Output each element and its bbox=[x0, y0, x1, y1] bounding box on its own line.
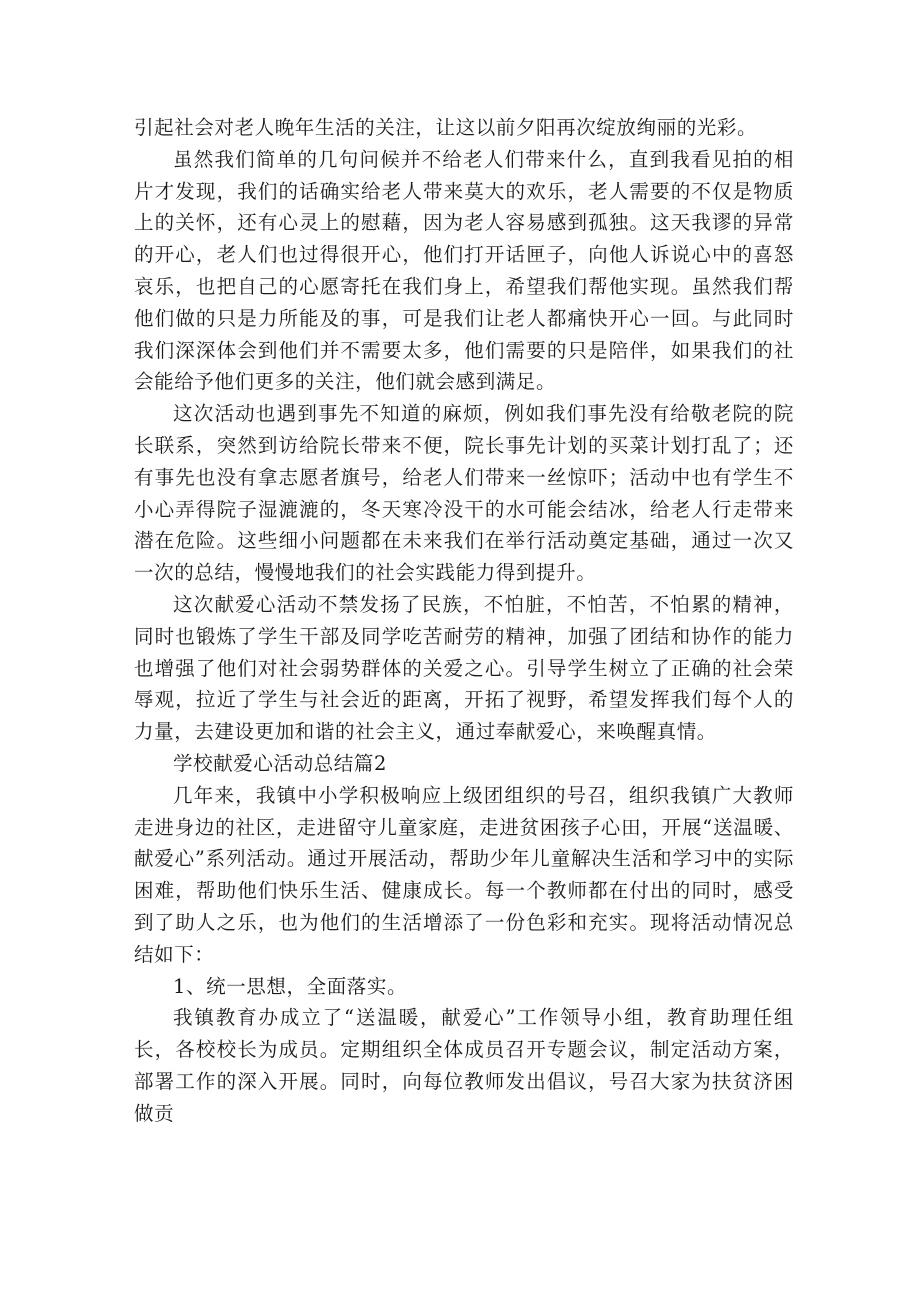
paragraph-continuation: 引起社会对老人晚年生活的关注，让这以前夕阳再次绽放绚丽的光彩。 bbox=[134, 116, 758, 139]
paragraph: 我镇教育办成立了“送温暖，献爱心”工作领导小组，教育助理任组长，各校校长为成员。定期组织全体成员召开专题会议，制定活动方案，部署工作的深入开展。同时，向每位教师发出倡议，号召大家为扶贫济困做贡 bbox=[134, 1006, 794, 1125]
paragraph: 几年来，我镇中小学积极响应上级团组织的号召，组织我镇广大教师走进身边的社区，走进留守儿童家庭，走进贫困孩子心田，开展“送温暖、献爱心”系列活动。通过开展活动，帮助少年儿童解决生活和学习中的实际困难，帮助他们快乐生活、健康成长。每一个教师都在付出的同时，感受到了助人之乐，也为他们的生活增添了一份色彩和充实。现将活动情况总结如下： bbox=[134, 783, 794, 966]
paragraph: 这次献爱心活动不禁发扬了民族，不怕脏，不怕苦，不怕累的精神，同时也锻炼了学生干部及同学吃苦耐劳的精神，加强了团结和协作的能力也增强了他们对社会弱势群体的关爱之心。引导学生树立了正确的社会荣辱观，拉近了学生与社会近的距离，开拓了视野，希望发挥我们每个人的力量，去建设更加和谐的社会主义，通过奉献爱心，来唤醒真情。 bbox=[134, 592, 794, 744]
subsection-heading: 1、统一思想，全面落实。 bbox=[173, 974, 408, 998]
paragraph: 虽然我们简单的几句问候并不给老人们带来什么，直到我看见拍的相片才发现，我们的话确实给老人带来莫大的欢乐，老人需要的不仅是物质上的关怀，还有心灵上的慰藉，因为老人容易感到孤独。这天我谬的异常的开心，老人们也过得很开心，他们打开话匣子，向他人诉说心中的喜怒哀乐，也把自己的心愿寄托在我们身上，希望我们帮他实现。虽然我们帮他们做的只是力所能及的事，可是我们让老人都痛快开心一回。与此同时我们深深体会到他们并不需要太多，他们需要的只是陪伴，如果我们的社会能给予他们更多的关注，他们就会感到满足。 bbox=[134, 147, 794, 394]
paragraph: 这次活动也遇到事先不知道的麻烦，例如我们事先没有给敬老院的院长联系，突然到访给院长带来不便，院长事先计划的买菜计划打乱了；还有事先也没有拿志愿者旗号，给老人们带来一丝惊吓；活动中也有学生不小心弄得院子湿漉漉的，冬天寒冷没干的水可能会结冰，给老人行走带来潜在危险。这些细小问题都在未来我们在举行活动奠定基础，通过一次又一次的总结，慢慢地我们的社会实践能力得到提升。 bbox=[134, 402, 794, 585]
document-body bbox=[134, 112, 794, 1130]
section-heading: 学校献爱心活动总结篇2 bbox=[173, 751, 388, 775]
